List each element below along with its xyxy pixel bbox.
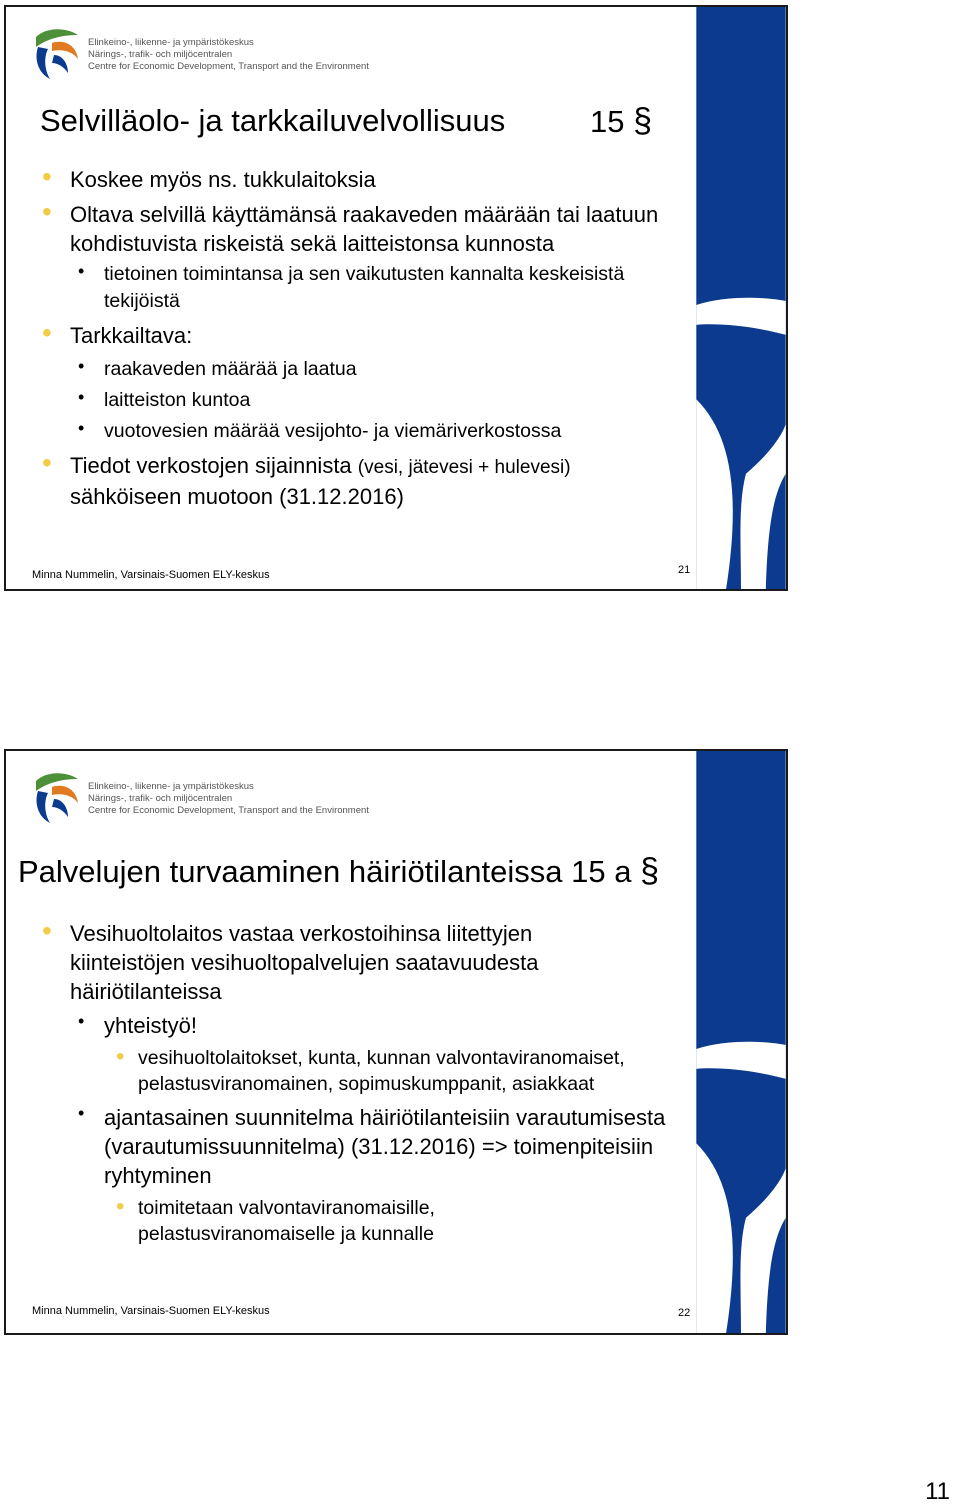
item-text bbox=[70, 451, 710, 511]
org-name-sv: Närings-, trafik- och miljöcentralen bbox=[88, 793, 233, 804]
item-text: vesihuoltolaitokset, kunta, kunnan valvontaviranomaiset, pelastusviranomainen, sopimuskumppanit, asiakkaat bbox=[138, 1047, 625, 1095]
bullet-dot-icon: • bbox=[116, 1193, 125, 1220]
item-text-part: Tiedot verkostojen sijainnista bbox=[70, 453, 352, 478]
bullet-dot-icon: • bbox=[78, 261, 85, 281]
bullet-dot-icon: • bbox=[78, 356, 85, 376]
ely-wave-decoration bbox=[696, 751, 786, 1333]
title-text: Selvilläolo- ja tarkkailuvelvollisuus bbox=[40, 103, 506, 138]
bullet-dot-icon: • bbox=[42, 196, 52, 227]
org-name-fi: Elinkeino-, liikenne- ja ympäristökeskus bbox=[88, 781, 254, 792]
item-text: toimitetaan valvontaviranomaisille, pelastusviranomaiselle ja kunnalle bbox=[138, 1197, 435, 1245]
item-text: Vesihuoltolaitos vastaa verkostoihinsa liitettyjen kiinteistöjen vesihuoltopalvelujen saatavuudesta häiriötilanteissa bbox=[70, 921, 539, 1004]
ely-emblem-icon bbox=[32, 771, 82, 827]
section-sign: § bbox=[640, 852, 660, 890]
org-names bbox=[88, 37, 369, 73]
item-text: tietoinen toimintansa ja sen vaikutusten kannalta keskeisistä tekijöistä bbox=[104, 263, 625, 312]
slide-title bbox=[18, 853, 659, 890]
section-number: 15 bbox=[590, 104, 625, 139]
item-text: Koskee myös ns. tukkulaitoksia bbox=[70, 167, 376, 192]
org-name-en: Centre for Economic Development, Transport and the Environment bbox=[88, 805, 369, 816]
bullet-dot-icon: • bbox=[78, 387, 85, 407]
bullet-dot-icon: • bbox=[42, 447, 52, 478]
title-text: Palvelujen turvaaminen häiriötilanteissa 15 a bbox=[18, 854, 632, 889]
ely-emblem-icon bbox=[32, 27, 82, 83]
bullet-dot-icon: • bbox=[78, 1103, 85, 1123]
bullet-dot-icon: • bbox=[116, 1043, 125, 1070]
item-text-part: sähköiseen muotoon (31.12.2016) bbox=[70, 484, 404, 509]
ely-logo bbox=[32, 27, 369, 83]
item-text: ajantasainen suunnitelma häiriötilanteisiin varautumisesta (varautumissuunnitelma) (31.12.2016) => toimenpiteisiin ryhtyminen bbox=[104, 1105, 666, 1188]
item-text: Tarkkailtava: bbox=[70, 323, 193, 348]
slide-page-number: 21 bbox=[678, 564, 691, 576]
org-name-en: Centre for Economic Development, Transport and the Environment bbox=[88, 61, 369, 72]
item-text-part: (vesi, jätevesi + hulevesi) bbox=[357, 457, 571, 478]
ely-logo bbox=[32, 771, 369, 827]
org-name-fi: Elinkeino-, liikenne- ja ympäristökeskus bbox=[88, 37, 254, 48]
slide-22 bbox=[4, 749, 788, 1335]
item-text: raakaveden määrää ja laatua bbox=[104, 358, 357, 380]
section-ref bbox=[590, 103, 652, 140]
slide-footer: Minna Nummelin, Varsinais-Suomen ELY-keskus bbox=[32, 569, 270, 581]
org-name-sv: Närings-, trafik- och miljöcentralen bbox=[88, 49, 233, 60]
item-text: yhteistyö! bbox=[104, 1013, 197, 1038]
slide-page-number: 22 bbox=[678, 1307, 691, 1319]
slide-title bbox=[40, 103, 505, 139]
bullet-dot-icon: • bbox=[42, 915, 52, 946]
bullet-dot-icon: • bbox=[42, 317, 52, 348]
bullet-dot-icon: • bbox=[42, 161, 52, 192]
slide-footer: Minna Nummelin, Varsinais-Suomen ELY-keskus bbox=[32, 1305, 270, 1317]
item-text: Oltava selvillä käyttämänsä raakaveden määrään tai laatuun kohdistuvista riskeistä sekä laitteistonsa kunnosta bbox=[70, 202, 659, 256]
slide-21 bbox=[4, 5, 788, 591]
item-text: laitteiston kuntoa bbox=[104, 389, 251, 411]
document-page-number: 11 bbox=[925, 1478, 950, 1505]
item-text: vuotovesien määrää vesijohto- ja viemäriverkostossa bbox=[104, 420, 562, 442]
bullet-dot-icon: • bbox=[78, 418, 85, 438]
bullet-dot-icon: • bbox=[78, 1011, 85, 1031]
org-names bbox=[88, 781, 369, 817]
section-sign: § bbox=[633, 102, 653, 140]
